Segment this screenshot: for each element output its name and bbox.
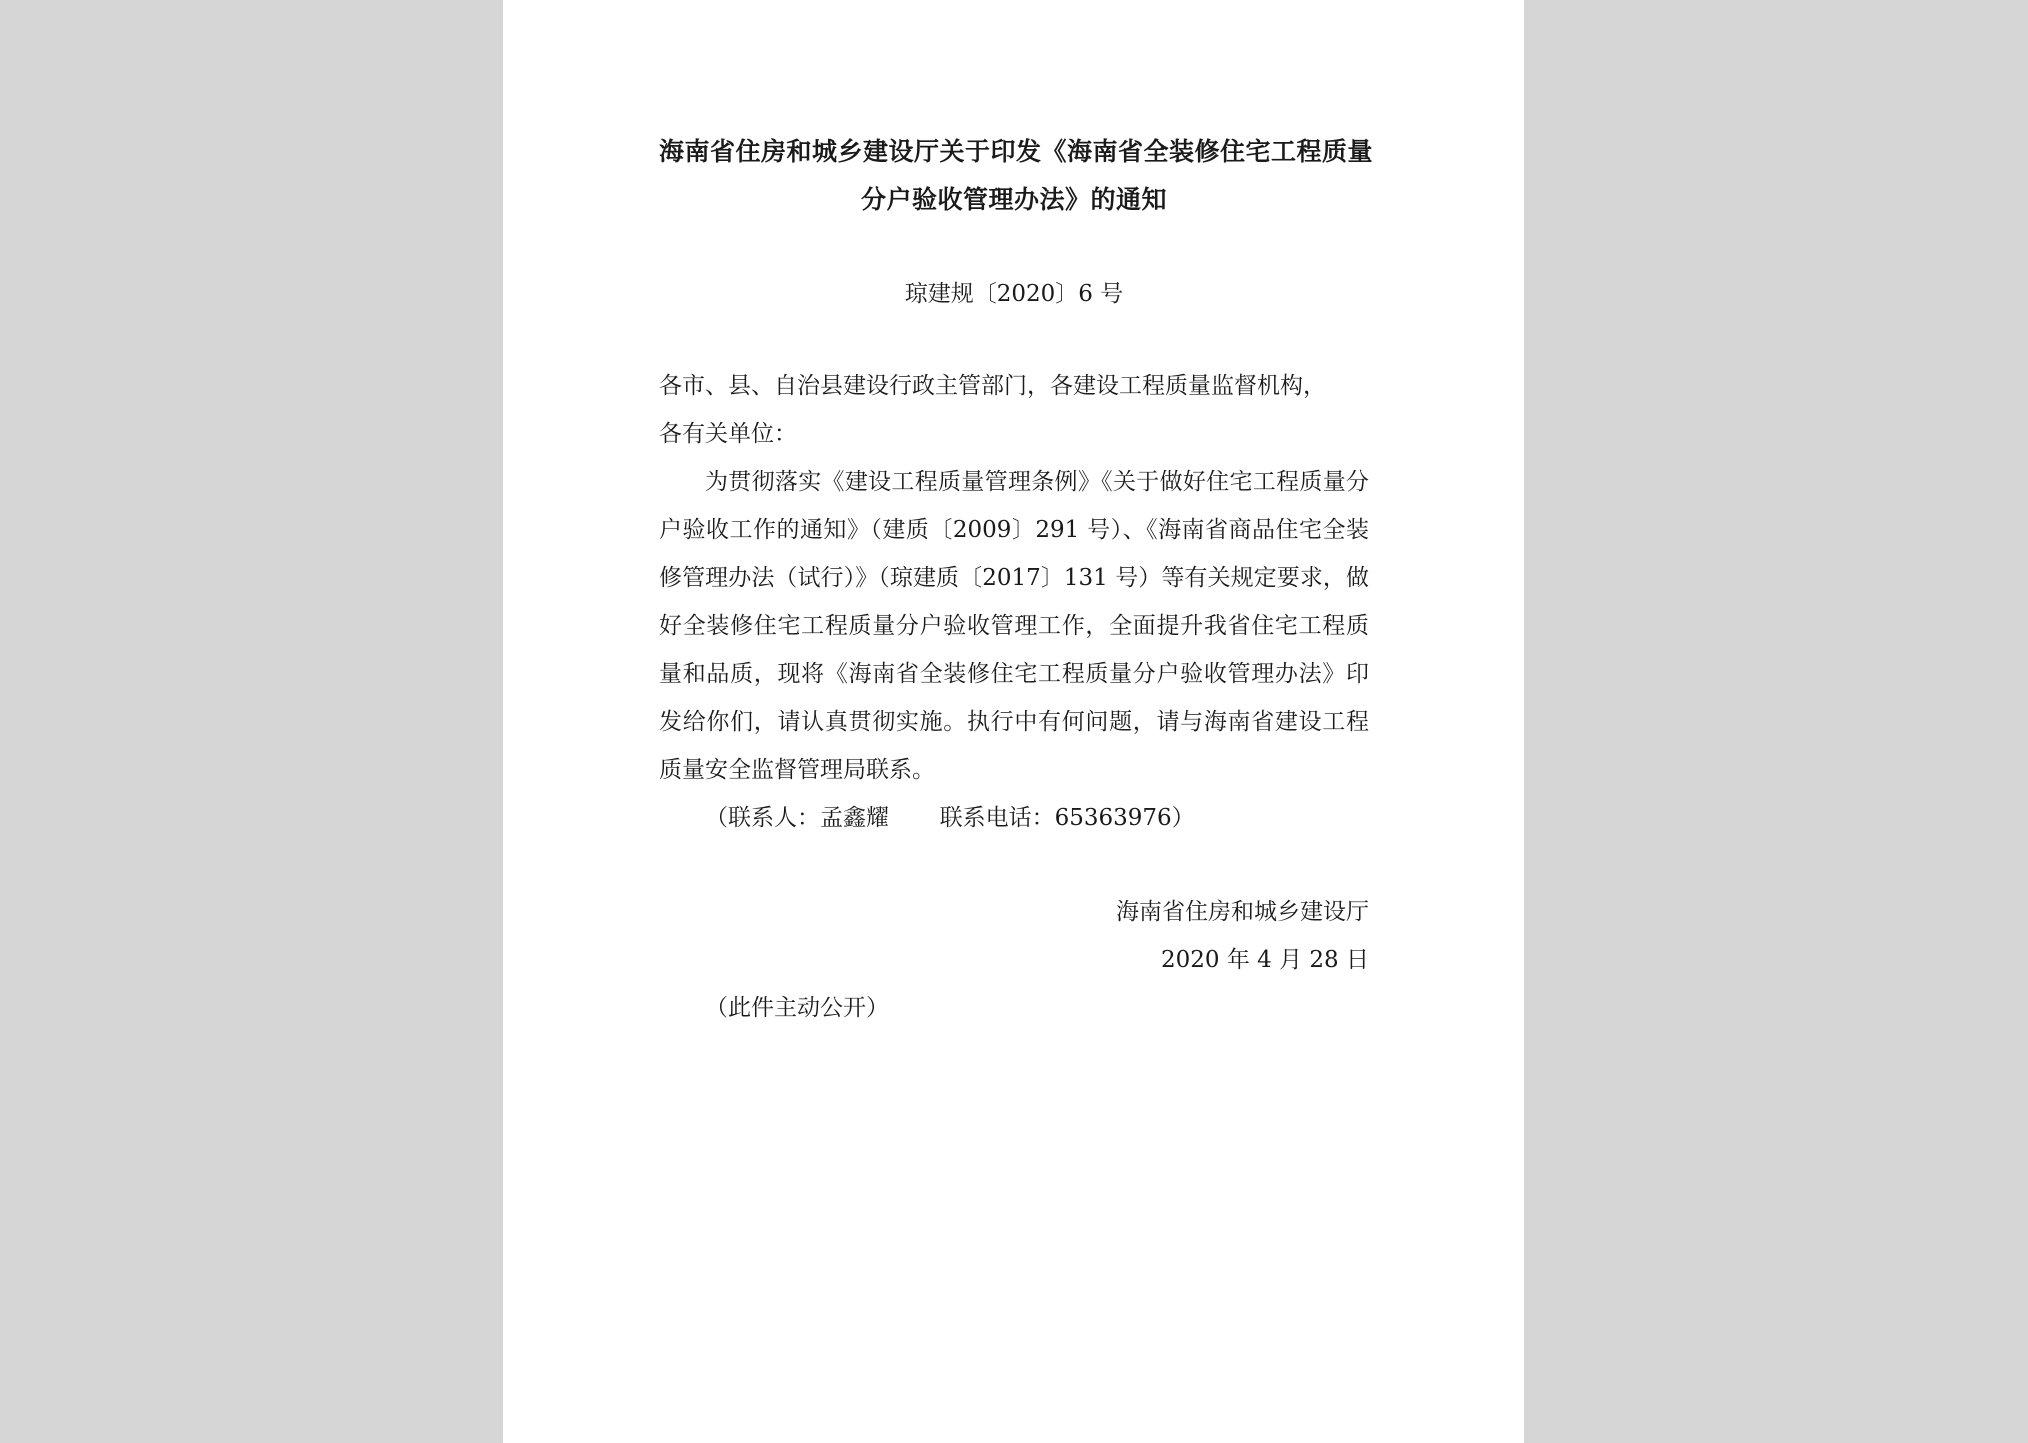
issue-date: 2020 年 4 月 28 日 <box>1161 947 1369 973</box>
main-paragraph: 为贯彻落实《建设工程质量管理条例》《关于做好住宅工程质量分户验收工作的通知》（建质〔2009〕291 号）、《海南省商品住宅全装修管理办法（试行）》（琼建质〔2017〕131 号）等有关规定要求，做好全装修住宅工程质量分户验收管理工作，全面提升我省住宅工程质量和品质，现将《海南省全装修住宅工程质量分户验收管理办法》印发给你们，请认真贯彻实施。执行中有何问题，请与海南省建设工程质量安全监督管理局联系。 <box>659 469 1369 783</box>
contact-person: （联系人：孟鑫耀 <box>705 805 889 831</box>
issuer-name: 海南省住房和城乡建设厅 <box>1116 899 1369 925</box>
title-line-2: 分户验收管理办法》的通知 <box>860 185 1167 214</box>
disclosure-note: （此件主动公开） <box>705 995 889 1021</box>
recipients-line-2: 各有关单位： <box>659 421 797 447</box>
document-body <box>659 362 1369 842</box>
document-title <box>659 128 1374 224</box>
document-page <box>503 0 1524 1443</box>
recipients-line-1: 各市、县、自治县建设行政主管部门，各建设工程质量监督机构， <box>659 373 1326 399</box>
document-content <box>659 128 1374 1032</box>
signature-block <box>659 888 1369 984</box>
title-line-1: 海南省住房和城乡建设厅关于印发《海南省全装修住宅工程质量 <box>659 137 1374 166</box>
contact-phone: 联系电话：65363976） <box>939 805 1195 831</box>
document-number: 琼建规〔2020〕6 号 <box>904 281 1124 307</box>
contact-line <box>659 794 1369 842</box>
